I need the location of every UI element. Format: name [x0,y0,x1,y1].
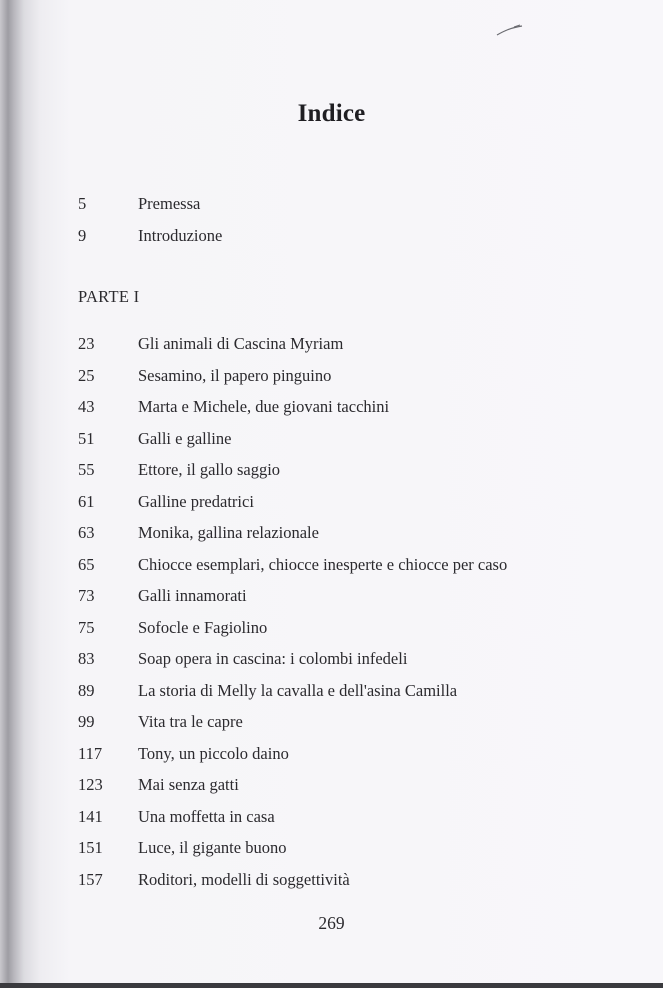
toc-page-number: 63 [78,523,95,542]
toc-entry [78,711,638,743]
toc-entry-title: Chiocce esemplari, chiocce inesperte e chiocce per caso [138,554,508,574]
toc-page-number: 141 [78,806,103,826]
pen-mark-icon [496,24,524,36]
toc-entry-title: La storia di Melly la cavalla e dell'asina Camilla [138,680,458,700]
toc-page-number: 157 [78,869,103,889]
toc-entry-title: Marta e Michele, due giovani tacchini [138,397,390,416]
page-title: Indice [297,100,366,127]
toc-page-number: 65 [78,554,95,574]
toc-entry [78,491,638,523]
toc-entry [78,365,638,397]
front-matter-list [78,193,638,256]
toc-entry-title: Sofocle e Fagiolino [138,617,268,637]
toc-entry [78,193,638,225]
toc-entry [78,648,638,680]
toc-entry-title: Roditori, modelli di soggettività [138,869,350,889]
toc-page-number: 75 [78,617,95,637]
toc-page-number: 151 [78,838,103,857]
toc-entry-title: Ettore, il gallo saggio [138,460,281,479]
toc-entry [78,680,638,712]
toc-entry [78,333,638,365]
toc-page-number: 9 [78,225,87,245]
toc-entry [78,806,638,838]
toc-page-number: 89 [78,680,95,700]
toc-entry-title: Luce, il gigante buono [138,838,287,857]
toc-page-number: 61 [78,491,95,511]
toc-entry [78,585,638,617]
toc-entry-title: Mai senza gatti [138,775,239,794]
page-number: 269 [318,913,345,933]
toc-page-number: 23 [78,334,95,353]
toc-entry-title: Premessa [138,194,201,213]
toc-entry [78,743,638,775]
toc-entry [78,837,638,869]
toc-entry-title: Introduzione [138,225,223,245]
toc-page-number: 99 [78,712,95,731]
toc-entry [78,396,638,428]
toc-entry-title: Galli innamorati [138,586,247,605]
toc-entry-title: Galline predatrici [138,491,254,511]
toc-entry-title: Monika, gallina relazionale [138,523,319,542]
toc-page-number: 5 [78,194,87,213]
toc-entry [78,428,638,460]
toc-page-number: 73 [78,586,95,605]
toc-entry [78,617,638,649]
scan-bottom-edge [0,983,663,988]
toc-page-number: 117 [78,743,103,763]
toc-page-number: 51 [78,428,95,448]
part-heading: PARTE I [78,287,140,306]
toc-entry [78,225,638,257]
toc-entry [78,774,638,806]
toc-page-number: 123 [78,775,103,794]
toc-entry [78,869,638,901]
toc-page-number: 43 [78,397,95,416]
toc-entry-title: Gli animali di Cascina Myriam [138,334,344,353]
toc-entry-title: Vita tra le capre [138,712,243,731]
toc-entry [78,522,638,554]
toc-entry-title: Sesamino, il papero pinguino [138,365,332,385]
part1-entry-list [78,333,638,900]
toc-entry [78,459,638,491]
toc-entry-title: Una moffetta in casa [138,806,275,826]
toc-page-number: 83 [78,649,95,668]
toc-entry-title: Soap opera in cascina: i colombi infedeli [138,649,408,668]
toc-entry [78,554,638,586]
toc-entry-title: Galli e galline [138,428,232,448]
toc-page-number: 25 [78,365,95,385]
toc-page-number: 55 [78,460,95,479]
toc-entry-title: Tony, un piccolo daino [138,743,289,763]
